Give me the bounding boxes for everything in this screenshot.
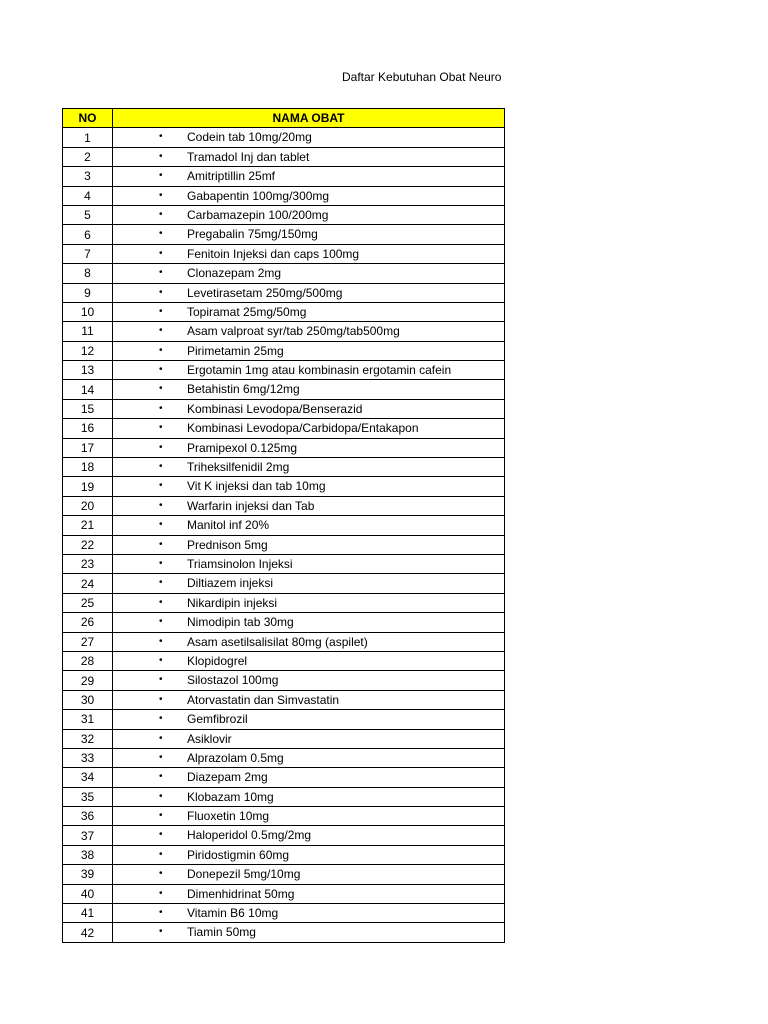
row-number: 39 xyxy=(63,865,113,884)
row-number: 5 xyxy=(63,205,113,224)
table-row xyxy=(63,477,505,496)
table-row xyxy=(63,554,505,573)
medicine-name: Tramadol Inj dan tablet xyxy=(187,149,310,164)
medicine-name: Nimodipin tab 30mg xyxy=(187,615,294,630)
bullet-icon: • xyxy=(159,480,163,492)
medicine-name: Nikardipin injeksi xyxy=(187,595,278,610)
medicine-cell xyxy=(113,535,505,554)
bullet-icon: • xyxy=(159,538,163,550)
bullet-icon: • xyxy=(159,616,163,628)
table-row xyxy=(63,768,505,787)
medicine-cell xyxy=(113,554,505,573)
bullet-icon: • xyxy=(159,926,163,938)
medicine-name: Piridostigmin 60mg xyxy=(187,847,290,862)
table-row xyxy=(63,787,505,806)
bullet-icon: • xyxy=(159,887,163,899)
table-row xyxy=(63,205,505,224)
medicine-cell xyxy=(113,574,505,593)
bullet-icon: • xyxy=(159,364,163,376)
row-number: 40 xyxy=(63,884,113,903)
table-row xyxy=(63,302,505,321)
medicine-name: Vit K injeksi dan tab 10mg xyxy=(187,479,326,494)
medicine-cell xyxy=(113,399,505,418)
bullet-icon: • xyxy=(159,751,163,763)
row-number: 1 xyxy=(63,128,113,147)
row-number: 3 xyxy=(63,167,113,186)
table-row xyxy=(63,884,505,903)
medicine-cell xyxy=(113,380,505,399)
bullet-icon: • xyxy=(159,693,163,705)
table-row xyxy=(63,322,505,341)
table-row xyxy=(63,147,505,166)
medicine-cell xyxy=(113,613,505,632)
page-title-container xyxy=(300,67,504,87)
row-number: 25 xyxy=(63,593,113,612)
bullet-icon: • xyxy=(159,247,163,259)
bullet-icon: • xyxy=(159,441,163,453)
bullet-icon: • xyxy=(159,868,163,880)
bullet-icon: • xyxy=(159,557,163,569)
row-number: 13 xyxy=(63,361,113,380)
medicine-name: Levetirasetam 250mg/500mg xyxy=(187,285,343,300)
row-number: 41 xyxy=(63,904,113,923)
row-number: 21 xyxy=(63,516,113,535)
bullet-icon: • xyxy=(159,577,163,589)
medicine-name: Klopidogrel xyxy=(187,653,248,668)
row-number: 14 xyxy=(63,380,113,399)
row-number: 26 xyxy=(63,613,113,632)
table-row xyxy=(63,225,505,244)
medicine-name: Tiamin 50mg xyxy=(187,925,256,940)
medicine-name: Diazepam 2mg xyxy=(187,770,268,785)
bullet-icon: • xyxy=(159,907,163,919)
row-number: 31 xyxy=(63,710,113,729)
medicine-name: Gabapentin 100mg/300mg xyxy=(187,188,330,203)
bullet-icon: • xyxy=(159,131,163,143)
medicine-cell xyxy=(113,923,505,942)
bullet-icon: • xyxy=(159,189,163,201)
table-row xyxy=(63,419,505,438)
bullet-icon: • xyxy=(159,383,163,395)
bullet-icon: • xyxy=(159,286,163,298)
table-row xyxy=(63,244,505,263)
medicine-cell xyxy=(113,302,505,321)
medicine-cell xyxy=(113,690,505,709)
bullet-icon: • xyxy=(159,635,163,647)
table-row xyxy=(63,729,505,748)
table-row xyxy=(63,845,505,864)
row-number: 33 xyxy=(63,748,113,767)
medicine-name: Donepezil 5mg/10mg xyxy=(187,867,301,882)
bullet-icon: • xyxy=(159,654,163,666)
bullet-icon: • xyxy=(159,422,163,434)
table-row xyxy=(63,361,505,380)
row-number: 6 xyxy=(63,225,113,244)
medicine-name: Atorvastatin dan Simvastatin xyxy=(187,692,340,707)
medicine-cell xyxy=(113,128,505,147)
row-number: 42 xyxy=(63,923,113,942)
bullet-icon: • xyxy=(159,170,163,182)
row-number: 27 xyxy=(63,632,113,651)
medicine-cell xyxy=(113,283,505,302)
medicine-name: Topiramat 25mg/50mg xyxy=(187,304,307,319)
medicine-cell xyxy=(113,496,505,515)
bullet-icon: • xyxy=(159,305,163,317)
medicine-name: Amitriptillin 25mf xyxy=(187,169,276,184)
bullet-icon: • xyxy=(159,461,163,473)
medicine-cell xyxy=(113,632,505,651)
medicine-name: Betahistin 6mg/12mg xyxy=(187,382,300,397)
medicine-cell xyxy=(113,361,505,380)
medicine-name: Alprazolam 0.5mg xyxy=(187,750,284,765)
medicine-cell xyxy=(113,729,505,748)
medicine-cell xyxy=(113,186,505,205)
row-number: 7 xyxy=(63,244,113,263)
medicine-cell xyxy=(113,710,505,729)
table-row xyxy=(63,283,505,302)
medicine-name: Dimenhidrinat 50mg xyxy=(187,886,295,901)
medicine-cell xyxy=(113,787,505,806)
table-row xyxy=(63,593,505,612)
medicine-cell xyxy=(113,884,505,903)
medicine-name: Klobazam 10mg xyxy=(187,789,274,804)
medicine-name: Codein tab 10mg/20mg xyxy=(187,130,312,145)
table-row xyxy=(63,516,505,535)
table-row xyxy=(63,748,505,767)
medicine-cell xyxy=(113,865,505,884)
bullet-icon: • xyxy=(159,596,163,608)
medicine-name: Pirimetamin 25mg xyxy=(187,343,284,358)
medicine-cell xyxy=(113,477,505,496)
medicine-cell xyxy=(113,671,505,690)
row-number: 17 xyxy=(63,438,113,457)
table-row xyxy=(63,380,505,399)
medicine-cell xyxy=(113,419,505,438)
medicine-cell xyxy=(113,807,505,826)
header-no: NO xyxy=(63,109,113,128)
bullet-icon: • xyxy=(159,228,163,240)
table-row xyxy=(63,574,505,593)
bullet-icon: • xyxy=(159,267,163,279)
table-row xyxy=(63,807,505,826)
bullet-icon: • xyxy=(159,402,163,414)
bullet-icon: • xyxy=(159,848,163,860)
row-number: 22 xyxy=(63,535,113,554)
medicine-cell xyxy=(113,516,505,535)
medicine-name: Asiklovir xyxy=(187,731,232,746)
row-number: 15 xyxy=(63,399,113,418)
medicine-name: Warfarin injeksi dan Tab xyxy=(187,498,315,513)
medicine-name: Haloperidol 0.5mg/2mg xyxy=(187,828,312,843)
medicine-cell xyxy=(113,458,505,477)
medicine-cell xyxy=(113,651,505,670)
table-row xyxy=(63,341,505,360)
medicine-cell xyxy=(113,167,505,186)
medicine-name: Pregabalin 75mg/150mg xyxy=(187,227,318,242)
row-number: 19 xyxy=(63,477,113,496)
medicine-cell xyxy=(113,826,505,845)
medicine-name: Vitamin B6 10mg xyxy=(187,906,279,921)
bullet-icon: • xyxy=(159,790,163,802)
table-row xyxy=(63,535,505,554)
bullet-icon: • xyxy=(159,732,163,744)
medicine-cell xyxy=(113,205,505,224)
table-row xyxy=(63,865,505,884)
table-row xyxy=(63,128,505,147)
table-row xyxy=(63,186,505,205)
row-number: 32 xyxy=(63,729,113,748)
bullet-icon: • xyxy=(159,829,163,841)
medicine-name: Manitol inf 20% xyxy=(187,518,270,533)
bullet-icon: • xyxy=(159,519,163,531)
table-row xyxy=(63,671,505,690)
row-number: 12 xyxy=(63,341,113,360)
bullet-icon: • xyxy=(159,344,163,356)
row-number: 4 xyxy=(63,186,113,205)
row-number: 30 xyxy=(63,690,113,709)
medicine-name: Fenitoin Injeksi dan caps 100mg xyxy=(187,246,360,261)
medicine-name: Fluoxetin 10mg xyxy=(187,809,270,824)
table-row xyxy=(63,399,505,418)
medicine-cell xyxy=(113,845,505,864)
medicine-cell xyxy=(113,264,505,283)
medicine-name: Triamsinolon Injeksi xyxy=(187,556,293,571)
medicine-cell xyxy=(113,225,505,244)
bullet-icon: • xyxy=(159,208,163,220)
medicine-name: Asam asetilsalisilat 80mg (aspilet) xyxy=(187,634,368,649)
table-row xyxy=(63,613,505,632)
medicine-name: Prednison 5mg xyxy=(187,537,268,552)
row-number: 10 xyxy=(63,302,113,321)
table-row xyxy=(63,458,505,477)
medicine-cell xyxy=(113,341,505,360)
medicine-cell xyxy=(113,768,505,787)
row-number: 35 xyxy=(63,787,113,806)
row-number: 2 xyxy=(63,147,113,166)
medicine-name: Silostazol 100mg xyxy=(187,673,279,688)
medicine-cell xyxy=(113,322,505,341)
table-row xyxy=(63,438,505,457)
bullet-icon: • xyxy=(159,674,163,686)
table-row xyxy=(63,632,505,651)
medicine-cell xyxy=(113,244,505,263)
medicine-name: Diltiazem injeksi xyxy=(187,576,274,591)
medicine-name: Asam valproat syr/tab 250mg/tab500mg xyxy=(187,324,400,339)
row-number: 38 xyxy=(63,845,113,864)
row-number: 11 xyxy=(63,322,113,341)
table-row xyxy=(63,923,505,942)
bullet-icon: • xyxy=(159,150,163,162)
medicine-cell xyxy=(113,438,505,457)
bullet-icon: • xyxy=(159,810,163,822)
medicine-name: Kombinasi Levodopa/Carbidopa/Entakapon xyxy=(187,421,419,436)
row-number: 28 xyxy=(63,651,113,670)
row-number: 34 xyxy=(63,768,113,787)
page-title: Daftar Kebutuhan Obat Neuro xyxy=(342,70,502,84)
bullet-icon: • xyxy=(159,325,163,337)
header-medicine-name: NAMA OBAT xyxy=(113,109,505,128)
table-header-row xyxy=(63,109,505,128)
row-number: 29 xyxy=(63,671,113,690)
row-number: 23 xyxy=(63,554,113,573)
medicine-name: Kombinasi Levodopa/Benserazid xyxy=(187,401,363,416)
row-number: 8 xyxy=(63,264,113,283)
medicine-cell xyxy=(113,748,505,767)
medicine-name: Triheksilfenidil 2mg xyxy=(187,460,290,475)
row-number: 24 xyxy=(63,574,113,593)
medicine-name: Gemfibrozil xyxy=(187,712,248,727)
row-number: 37 xyxy=(63,826,113,845)
table-row xyxy=(63,496,505,515)
table-row xyxy=(63,264,505,283)
table-row xyxy=(63,690,505,709)
row-number: 20 xyxy=(63,496,113,515)
row-number: 9 xyxy=(63,283,113,302)
table-row xyxy=(63,167,505,186)
medicine-cell xyxy=(113,904,505,923)
medicine-table xyxy=(62,108,505,943)
bullet-icon: • xyxy=(159,713,163,725)
table-body xyxy=(63,128,505,942)
medicine-cell xyxy=(113,593,505,612)
table-row xyxy=(63,826,505,845)
table-row xyxy=(63,710,505,729)
medicine-name: Pramipexol 0.125mg xyxy=(187,440,298,455)
medicine-name: Ergotamin 1mg atau kombinasin ergotamin cafein xyxy=(187,363,452,378)
row-number: 18 xyxy=(63,458,113,477)
table-row xyxy=(63,651,505,670)
row-number: 16 xyxy=(63,419,113,438)
medicine-name: Clonazepam 2mg xyxy=(187,266,282,281)
row-number: 36 xyxy=(63,807,113,826)
medicine-cell xyxy=(113,147,505,166)
bullet-icon: • xyxy=(159,771,163,783)
medicine-name: Carbamazepin 100/200mg xyxy=(187,207,329,222)
table-row xyxy=(63,904,505,923)
bullet-icon: • xyxy=(159,499,163,511)
